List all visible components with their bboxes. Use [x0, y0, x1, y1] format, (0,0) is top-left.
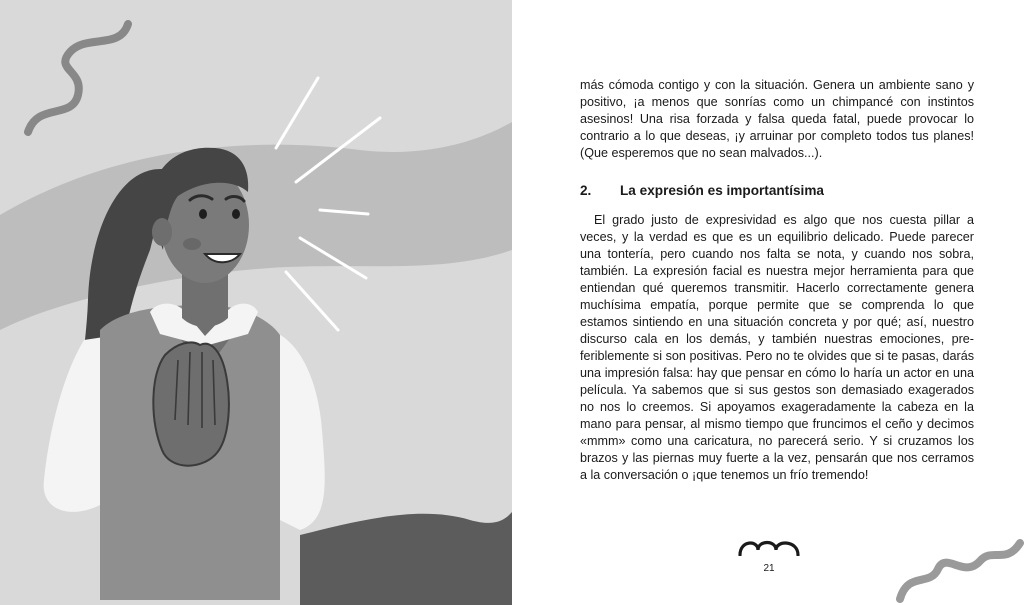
cheek-blush [183, 238, 201, 250]
section-heading [580, 182, 974, 199]
eye-right [232, 209, 240, 219]
eye-left [199, 209, 207, 219]
text-column [580, 77, 974, 484]
continued-paragraph: más cómoda contigo y con la situación. Genera un ambiente sano y positivo, ¡a menos que sonrías como un chimpancé con instintos asesinos! Una risa forzada y falsa queda fatal, puede provocar lo contrario a lo que deseas, ¡y arruinar por completo todos tus planes! (Que esperemos que no sean malvados...). [580, 78, 974, 160]
section-number: 2. [580, 183, 592, 198]
background-band-dark [300, 512, 512, 605]
page-footer [734, 538, 804, 574]
ear [152, 218, 172, 246]
mm-wave-logo-icon [736, 538, 802, 556]
squiggle-line-icon [894, 535, 1024, 605]
background-band-light [0, 122, 512, 330]
body-paragraph: El grado justo de expresividad es algo que nos cuesta pillar a veces, y la verdad es que es un equilibrio delicado. Puede parecer una tontería, pero cuando nos falta se nota, y cuando nos sobra, también. La expresión facial es nuestra mejor herramienta para que entiendan qué queremos transmitir. Hacerlo correctamente genera muchísima empatía, porque permite que se comprenda lo que estamos sintiendo en una situación concreta y por qué; así, nuestro discurso cala en los demás, y también nuestras emociones, preferiblemente si son positivas. Pero no te olvides que si te pasas, darás una impresión falsa: hay que pensar en cómo lo haría un actor en una película. Ya sabemos que si sus gestos son demasiado exagerados no nos lo creemos. Si apoyamos exageradamente la cabeza en la mano para pensar, al mismo tiempo que fruncimos el ceño y decimos «mmm» como una caricatura, no parecerá serio. Y si cruzamos los brazos y las piernas muy fuerte a la vez, pensarán que nos cerramos a la conversación o ¡que tenemos un frío tremendo! [580, 213, 974, 482]
hands-clasped [153, 342, 229, 465]
section-title: La expresión es importantísima [620, 183, 824, 198]
page-number: 21 [763, 563, 775, 574]
squiggle-line-icon [28, 24, 128, 132]
text-page [512, 0, 1024, 605]
